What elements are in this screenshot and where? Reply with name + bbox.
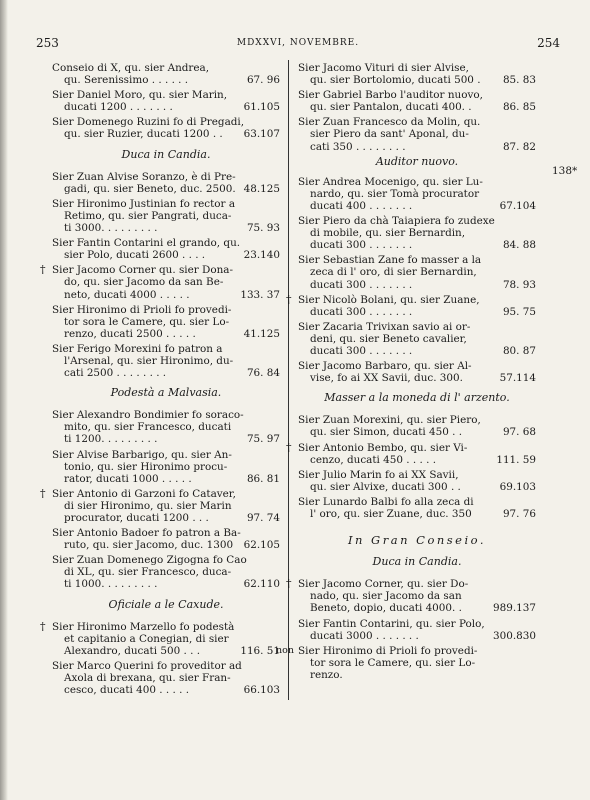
vote-count: 97. 68 xyxy=(502,426,536,439)
vote-count: 86. 81 xyxy=(246,472,280,485)
entry-margin-note: non xyxy=(276,644,294,656)
entry-text-line: Sier Zacaria Trivixan savio ai or- xyxy=(298,320,471,333)
vote-count: 48.125 xyxy=(243,182,280,195)
vote-count: 87. 82 xyxy=(502,140,536,153)
entry-text-line: Sier Lunardo Balbi fo alla zeca di xyxy=(298,495,474,508)
ballot-entry xyxy=(298,215,536,251)
entry-text-line: Sier Domenego Ruzini fo di Pregadi, xyxy=(52,116,245,129)
entry-text-line: Sier Piero da chà Taiapiera fo zudexe xyxy=(298,215,495,228)
entry-text-line: Beneto, dopio, ducati 4000. . xyxy=(310,602,462,615)
entry-text-line: Sier Antonio Bembo, qu. sier Vi- xyxy=(298,441,468,454)
entry-text-line: Sier Julio Marin fo ai XX Savii, xyxy=(298,468,459,481)
ballot-entry xyxy=(52,171,280,195)
entry-text-line: Sier Jacomo Vituri di sier Alvise, xyxy=(298,62,469,74)
entry-text-line: deni, qu. sier Beneto cavalier, xyxy=(310,332,467,345)
entry-text-line: Sier Fantin Contarini el grando, qu. xyxy=(52,237,241,250)
entry-text-line: qu. sier Alvixe, ducati 300 . . xyxy=(310,480,461,493)
entry-text-line: Sier Marco Querini fo proveditor ad xyxy=(52,659,242,672)
page-number-right: 254 xyxy=(537,36,560,50)
page-number-left: 253 xyxy=(36,36,59,50)
ballot-entry xyxy=(52,554,280,590)
entry-text-line: tor sora le Camere, qu. sier Lo- xyxy=(64,315,230,328)
entry-text-line: cati 350 . . . . . . . . xyxy=(310,140,406,153)
entry-text-line: di mobile, qu. sier Bernardin, xyxy=(310,227,466,240)
elected-dagger-mark: † xyxy=(286,577,292,591)
entry-text-line: Sier Ferigo Morexini fo patron a xyxy=(52,342,223,355)
ballot-entry xyxy=(298,62,536,86)
entry-text-line: Sier Nicolò Bolani, qu. sier Zuane, xyxy=(298,293,480,306)
ballot-entry xyxy=(298,618,536,642)
entry-text-line: qu. sier Pantalon, ducati 400. . xyxy=(310,101,472,114)
vote-count: 111. 59 xyxy=(496,453,536,466)
vote-count: 97. 76 xyxy=(502,508,536,520)
vote-count: 84. 88 xyxy=(502,239,536,252)
ballot-entry xyxy=(52,660,280,696)
entry-text-line: mito, qu. sier Francesco, ducati xyxy=(64,421,232,434)
entry-text-line: sier Polo, ducati 2600 . . . . xyxy=(64,249,206,262)
entry-text-line: Sier Alvise Barbarigo, qu. sier An- xyxy=(52,448,232,461)
ballot-entry xyxy=(52,527,280,551)
vote-count: 116. 51 xyxy=(240,644,280,657)
entry-text-line: di XL, qu. sier Francesco, duca- xyxy=(64,566,232,579)
entry-text-line: Sier Zuan Francesco da Molin, qu. xyxy=(298,116,481,129)
entry-text-line: ducati 300 . . . . . . . xyxy=(310,278,413,291)
entry-text-line: Sier Jacomo Corner, qu. sier Do- xyxy=(298,578,469,591)
page-header xyxy=(36,36,560,56)
entry-text-line: rator, ducati 1000 . . . . . xyxy=(64,472,192,485)
entry-text-line: Sier Jacomo Barbaro, qu. sier Al- xyxy=(298,360,472,373)
entry-text-line: gadi, qu. sier Beneto, duc. 2500. xyxy=(64,182,236,195)
entry-text-line: Sier Jacomo Corner qu. sier Dona- xyxy=(52,264,233,277)
entry-text-line: ducati 3000 . . . . . . . xyxy=(310,629,419,642)
vote-count: 85. 83 xyxy=(502,74,536,87)
entry-text-line: zeca di l' oro, di sier Bernardin, xyxy=(310,266,477,279)
section-heading: Oficiale a le Caxude. xyxy=(108,597,224,611)
section-heading: Masser a la moneda di l' arzento. xyxy=(324,391,510,405)
entry-text-line: ti 1200. . . . . . . . . xyxy=(64,433,158,446)
vote-count: 66.103 xyxy=(243,684,280,697)
ballot-entry xyxy=(286,577,536,615)
vote-count: 78. 93 xyxy=(502,278,536,291)
ballot-entry xyxy=(52,89,280,113)
entry-text-line: renzo. xyxy=(310,668,343,681)
vote-count: 80. 87 xyxy=(502,344,536,357)
right-column xyxy=(276,62,536,684)
entry-text-line: neto, ducati 4000 . . . . . xyxy=(64,288,190,301)
entry-text-line: qu. sier Ruzier, ducati 1200 . . xyxy=(64,128,223,141)
entry-text-line: Sier Andrea Mocenigo, qu. sier Lu- xyxy=(298,175,483,188)
ballot-entry xyxy=(52,116,280,140)
entry-text-line: Alexandro, ducati 500 . . . xyxy=(64,644,201,657)
entry-text-line: ducati 1200 . . . . . . . xyxy=(64,101,173,114)
entry-text-line: et capitanio a Conegian, di sier xyxy=(64,632,229,645)
ballot-entry xyxy=(52,237,280,261)
ballot-entry xyxy=(298,496,536,520)
entry-text-line: qu. sier Simon, ducati 450 . . xyxy=(310,426,463,439)
elected-dagger-mark: † xyxy=(40,486,46,500)
entry-text-line: qu. sier Bortolomio, ducati 500 . xyxy=(310,74,481,87)
entry-text-line: ducati 300 . . . . . . . xyxy=(310,305,413,318)
entry-text-line: l' oro, qu. sier Zuane, duc. 350 xyxy=(310,508,472,520)
page-binding-edge xyxy=(0,0,8,800)
entry-text-line: sier Piero da sant' Aponal, du- xyxy=(310,128,469,141)
ballot-entry xyxy=(298,89,536,113)
elected-dagger-mark: † xyxy=(40,263,46,277)
entry-text-line: renzo, ducati 2500 . . . . . xyxy=(64,327,196,340)
ballot-entry xyxy=(286,292,536,318)
entry-text-line: cati 2500 . . . . . . . . xyxy=(64,367,167,380)
vote-count: 989.137 xyxy=(493,602,536,615)
entry-text-line: Sier Hironimo di Prioli fo provedi- xyxy=(298,644,478,657)
section-heading: Duca in Candia. xyxy=(121,147,211,161)
ballot-entry xyxy=(298,469,536,493)
entry-text-line: tonio, qu. sier Hironimo procu- xyxy=(64,460,228,473)
entry-text-line: do, qu. sier Jacomo da san Be- xyxy=(64,276,224,289)
ballot-entry xyxy=(298,414,536,438)
vote-count: 57.114 xyxy=(499,372,536,385)
entry-text-line: ducati 300 . . . . . . . xyxy=(310,239,413,252)
ballot-entry xyxy=(298,321,536,357)
entry-text-line: procurator, ducati 1200 . . . xyxy=(64,512,209,524)
entry-text-line: cenzo, ducati 450 . . . . . xyxy=(310,453,437,466)
vote-count: 61.105 xyxy=(243,101,280,114)
vote-count: 67.104 xyxy=(499,199,536,212)
ballot-entry xyxy=(298,254,536,290)
vote-count: 67. 96 xyxy=(246,74,280,87)
entry-text-line: ducati 400 . . . . . . . xyxy=(310,199,413,212)
ballot-entry xyxy=(298,176,536,212)
vote-count: 62.110 xyxy=(243,578,280,591)
entry-text-line: cesco, ducati 400 . . . . . xyxy=(64,684,190,697)
vote-count: 62.105 xyxy=(243,539,280,552)
entry-text-line: Sier Hironimo Justinian fo rector a xyxy=(52,197,236,210)
ballot-entry xyxy=(52,343,280,379)
ballot-entry xyxy=(52,304,280,340)
entry-text-line: ducati 300 . . . . . . . xyxy=(310,344,413,357)
entry-text-line: Sier Fantin Contarini, qu. sier Polo, xyxy=(298,617,485,630)
entry-text-line: Sier Alexandro Bondimier fo soraco- xyxy=(52,409,244,422)
left-column xyxy=(40,62,280,699)
elected-dagger-mark: † xyxy=(286,292,292,306)
entry-text-line: Sier Antonio Badoer fo patron a Ba- xyxy=(52,527,241,540)
ballot-entry xyxy=(52,409,280,445)
vote-count: 63.107 xyxy=(243,128,280,141)
ballot-entry xyxy=(52,62,280,86)
entry-text-line: nado, qu. sier Jacomo da san xyxy=(310,590,462,603)
entry-text-line: ti 1000. . . . . . . . . xyxy=(64,578,158,591)
vote-count: 23.140 xyxy=(243,249,280,262)
vote-count: 86. 85 xyxy=(502,101,536,114)
entry-text-line: l'Arsenal, qu. sier Hironimo, du- xyxy=(64,354,234,367)
elected-dagger-mark: † xyxy=(40,619,46,633)
ballot-entry xyxy=(52,449,280,485)
vote-count: 97. 74 xyxy=(246,512,280,524)
entry-text-line: Sier Zuan Alvise Soranzo, è di Pre- xyxy=(52,170,236,183)
entry-text-line: ruto, qu. sier Jacomo, duc. 1300 xyxy=(64,539,234,552)
entry-text-line: Conseio di X, qu. sier Andrea, xyxy=(52,62,210,74)
ballot-entry xyxy=(286,440,536,466)
ballot-entry xyxy=(276,644,536,681)
section-heading: Auditor nuovo. xyxy=(375,154,459,168)
entry-text-line: ti 3000. . . . . . . . . xyxy=(64,222,158,235)
entry-text-line: Sier Hironimo di Prioli fo provedi- xyxy=(52,303,232,316)
running-title: MDXXVI, NOVEMBRE. xyxy=(236,38,360,48)
ballot-entry xyxy=(40,486,280,524)
entry-text-line: Sier Zuan Domenego Zigogna fo Cao xyxy=(52,554,247,567)
ballot-entry xyxy=(40,263,280,301)
entry-text-line: Axola di brexana, qu. sier Fran- xyxy=(64,672,231,685)
entry-text-line: Sier Zuan Morexini, qu. sier Piero, xyxy=(298,414,481,427)
vote-count: 75. 97 xyxy=(246,433,280,446)
entry-text-line: vise, fo ai XX Savii, duc. 300. xyxy=(310,372,463,385)
ballot-entry xyxy=(298,116,536,152)
entry-text-line: nardo, qu. sier Tomà procurator xyxy=(310,187,480,200)
vote-count: 300.830 xyxy=(493,629,536,642)
ballot-entry xyxy=(298,360,536,384)
entry-text-line: Sier Hironimo Marzello fo podestà xyxy=(52,620,235,633)
column-divider xyxy=(288,60,289,700)
section-heading: Duca in Candia. xyxy=(372,555,462,569)
entry-text-line: tor sora le Camere, qu. sier Lo- xyxy=(310,656,476,669)
vote-count: 41.125 xyxy=(243,327,280,340)
vote-count: 95. 75 xyxy=(502,305,536,318)
section-heading: In Gran Conseio. xyxy=(347,533,487,548)
vote-count: 133. 37 xyxy=(240,288,280,301)
entry-text-line: Sier Antonio di Garzoni fo Cataver, xyxy=(52,487,236,500)
vote-count: 76. 84 xyxy=(246,367,280,380)
entry-text-line: Retimo, qu. sier Pangrati, duca- xyxy=(64,209,232,222)
entry-text-line: Sier Sebastian Zane fo masser a la xyxy=(298,254,482,267)
vote-count: 75. 93 xyxy=(246,222,280,235)
entry-text-line: di sier Hironimo, qu. sier Marin xyxy=(64,499,232,512)
section-heading: Podestà a Malvasia. xyxy=(110,386,222,400)
entry-text-line: Sier Daniel Moro, qu. sier Marin, xyxy=(52,89,228,102)
ballot-entry xyxy=(40,619,280,657)
entry-text-line: Sier Gabriel Barbo l'auditor nuovo, xyxy=(298,89,483,102)
entry-text-line: qu. Serenissimo . . . . . . xyxy=(64,74,189,87)
vote-count: 69.103 xyxy=(499,480,536,493)
ballot-entry xyxy=(52,198,280,234)
elected-dagger-mark: † xyxy=(286,440,292,454)
margin-marker: 138* xyxy=(552,165,578,177)
